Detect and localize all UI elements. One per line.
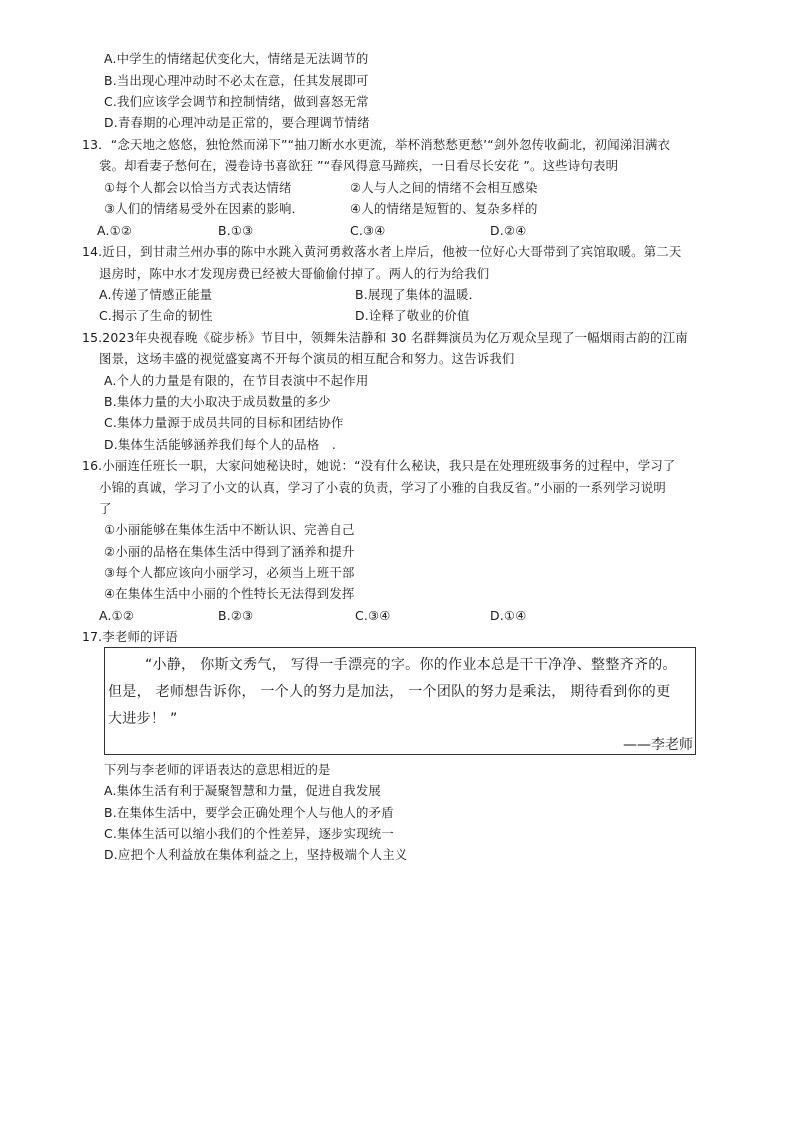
q17-prompt: 下列与李老师的评语表达的意思相近的是 <box>104 762 331 777</box>
q14-stem-line2: 退房时，陈中水才发现房费已经被大哥偷偷付掉了。两人的行为给我们 <box>99 266 490 281</box>
q15-option-a[interactable]: A.个人的力量是有限的，在节目表演中不起作用 <box>104 373 369 388</box>
q13-choice-c[interactable]: C.③④ <box>350 223 386 238</box>
q15-stem-line2: 图景，这场丰盛的视觉盛宴离不开每个演员的相互配合和努力。这告诉我们 <box>99 351 515 366</box>
q13-stem-line2: 裳。却看妻子愁何在，漫卷诗书喜欲狂 ”“春风得意马蹄疾，一日看尽长安花 ”。这些诗句表明 <box>99 158 619 173</box>
q13-choice-d[interactable]: D.②④ <box>490 223 527 238</box>
comment-signature: ——李老师 <box>623 737 693 753</box>
q13-choice-a[interactable]: A.①② <box>97 223 133 238</box>
q13-item-1: ①每个人都会以恰当方式表达情绪 <box>104 180 292 195</box>
q16-item-1: ①小丽能够在集体生活中不断认识、完善自己 <box>104 522 355 537</box>
q14-option-c[interactable]: C.揭示了生命的韧性 <box>99 308 213 323</box>
q14-option-d[interactable]: D.诠释了敬业的价值 <box>355 308 470 323</box>
q16-item-3: ③每个人都应该向小丽学习，必须当上班干部 <box>104 565 355 580</box>
comment-line-2: 但是， 老师想告诉你， 一个人的努力是加法， 一个团队的努力是乘法， 期待看到你的更 <box>108 684 671 700</box>
q13-stem-line1: 13．“念天地之悠悠，独怆然而涕下”“抽刀断水水更流，举杯消愁愁更愁’“剑外忽传收蓟北，初闻涕泪满衣 <box>82 137 671 152</box>
q15-option-c[interactable]: C.集体力量源于成员共同的目标和团结协作 <box>104 415 344 430</box>
q14-option-b[interactable]: B.展现了集体的温暖． <box>355 287 482 302</box>
q12-option-c[interactable]: C.我们应该学会调节和控制情绪，做到喜怒无常 <box>104 94 369 109</box>
q12-option-b[interactable]: B.当出现心理冲动时不必太在意，任其发展即可 <box>104 73 369 88</box>
q16-choice-a[interactable]: A.①② <box>99 608 135 623</box>
q17-option-d[interactable]: D.应把个人利益放在集体利益之上，坚持极端个人主义 <box>104 847 408 862</box>
q16-stem-line3: 了 <box>99 501 112 516</box>
q17-option-c[interactable]: C.集体生活可以缩小我们的个性差异，逐步实现统一 <box>104 826 394 841</box>
q13-item-3: ③人们的情绪易受外在因素的影响． <box>104 201 305 216</box>
q13-item-4: ④人的情绪是短暂的、复杂多样的 <box>350 201 538 216</box>
q13-item-2: ②人与人之间的情绪不会相互感染 <box>350 180 538 195</box>
q14-stem-line1: 14.近日，到甘肃兰州办事的陈中水跳入黄河勇救落水者上岸后，他被一位好心大哥带到了宾馆取暖。第二天 <box>82 244 682 259</box>
q16-choice-c[interactable]: C.③④ <box>355 608 391 623</box>
q16-item-2: ②小丽的品格在集体生活中得到了涵养和提升 <box>104 544 355 559</box>
q17-title: 17.李老师的评语 <box>82 629 178 644</box>
q16-stem-line1: 16.小丽连任班长一职，大家问她秘诀时，她说：“没有什么秘诀，我只是在处理班级事务的过程中，学习了 <box>82 458 676 473</box>
q16-choice-d[interactable]: D.①④ <box>490 608 527 623</box>
teacher-comment-box <box>104 647 696 755</box>
comment-line-1: “小静， 你斯文秀气， 写得一手漂亮的字。你的作业本总是干干净净、整整齐齐的。 <box>145 657 677 673</box>
q12-option-d[interactable]: D.青春期的心理冲动是正常的，要合理调节情绪 <box>104 115 370 130</box>
q16-stem-line2: 小锦的真诚，学习了小文的认真，学习了小袁的负责，学习了小雅的自我反省。”小丽的一系列学习说明 <box>99 480 666 495</box>
q12-option-a[interactable]: A.中学生的情绪起伏变化大，情绪是无法调节的 <box>104 51 369 66</box>
comment-line-3: 大进步！ ” <box>108 711 178 727</box>
q15-option-d[interactable]: D.集体生活能够涵养我们每个人的品格 . <box>104 437 337 452</box>
q15-option-b[interactable]: B.集体力量的大小取决于成员数量的多少 <box>104 394 331 409</box>
q17-option-a[interactable]: A.集体生活有利于凝聚智慧和力量，促进自我发展 <box>104 783 381 798</box>
q16-item-4: ④在集体生活中小丽的个性特长无法得到发挥 <box>104 586 355 601</box>
q15-stem-line1: 15.2023年央视春晚《碇步桥》节目中，领舞朱洁静和 30 名群舞演员为亿万观众呈现了一幅烟雨古韵的江南 <box>82 330 688 345</box>
q16-choice-b[interactable]: B.②③ <box>218 608 254 623</box>
q13-choice-b[interactable]: B.①③ <box>218 223 254 238</box>
q17-option-b[interactable]: B.在集体生活中，要学会正确处理个人与他人的矛盾 <box>104 805 394 820</box>
q14-option-a[interactable]: A.传递了情感正能量 <box>99 287 213 302</box>
